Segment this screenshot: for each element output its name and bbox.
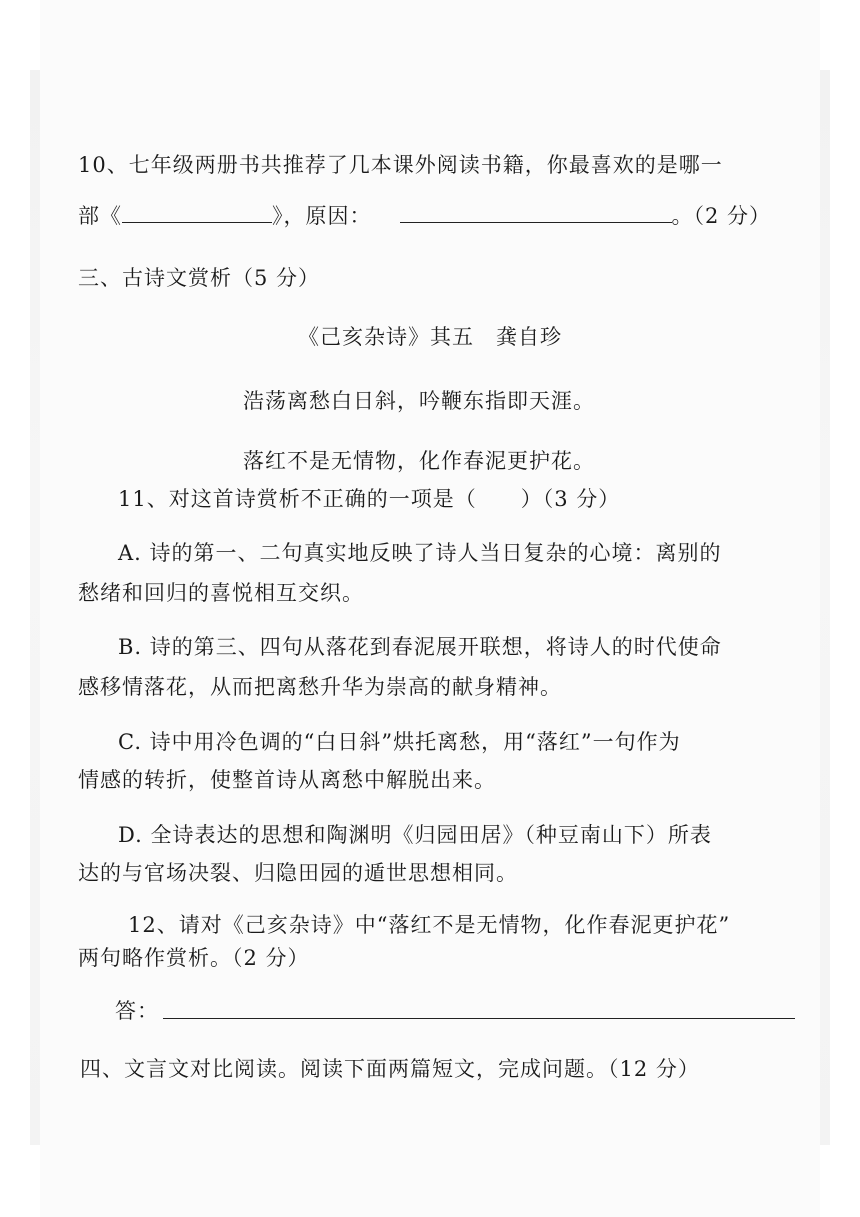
q11-stem: 11、对这首诗赏析不正确的一项是（ ）（3 分）: [118, 487, 621, 511]
q10-reason-label: 》，原因：: [272, 204, 372, 228]
answer-blank[interactable]: [163, 996, 795, 1019]
q12-line1: 12、请对《己亥杂诗》中“落红不是无情物，化作春泥更护花”: [128, 913, 731, 937]
option-d-line1: D. 全诗表达的思想和陶渊明《归园田居》（种豆南山下）所表: [118, 823, 712, 847]
q10-points: 。（2 分）: [671, 204, 772, 228]
poem-line-2: 落红不是无情物，化作春泥更护花。: [243, 449, 595, 473]
q10-book-prefix: 部《: [78, 204, 122, 228]
option-b-line2: 感移情落花，从而把离愁升华为崇高的献身精神。: [78, 675, 562, 699]
book-title-blank[interactable]: [122, 200, 272, 223]
q10-line1: 10、七年级两册书共推荐了几本课外阅读书籍，你最喜欢的是哪一: [78, 153, 723, 177]
exam-page: [40, 0, 820, 1217]
option-d-line2: 达的与官场决裂、归隐田园的遁世思想相同。: [78, 861, 518, 885]
poem-line-1: 浩荡离愁白日斜，吟鞭东指即天涯。: [243, 389, 595, 413]
poem-title: 《己亥杂诗》其五 龚自珍: [298, 325, 562, 349]
option-a-line2: 愁绪和回归的喜悦相互交织。: [78, 581, 364, 605]
q12-answer-label: 答：: [115, 999, 159, 1023]
section4-title: 四、文言文对比阅读。阅读下面两篇短文，完成问题。（12 分）: [80, 1057, 700, 1081]
q12-line2: 两句略作赏析。（2 分）: [78, 946, 310, 970]
reason-blank[interactable]: [400, 200, 672, 223]
q10-line2: [78, 200, 771, 231]
option-a-line1: A. 诗的第一、二句真实地反映了诗人当日复杂的心境：离别的: [118, 541, 722, 565]
option-c-line1: C. 诗中用冷色调的“白日斜”烘托离愁，用“落红”一句作为: [118, 730, 681, 754]
section3-title: 三、古诗文赏析（5 分）: [78, 266, 321, 290]
option-b-line1: B. 诗的第三、四句从落花到春泥展开联想，将诗人的时代使命: [118, 635, 722, 659]
option-c-line2: 情感的转折，使整首诗从离愁中解脱出来。: [78, 768, 496, 792]
